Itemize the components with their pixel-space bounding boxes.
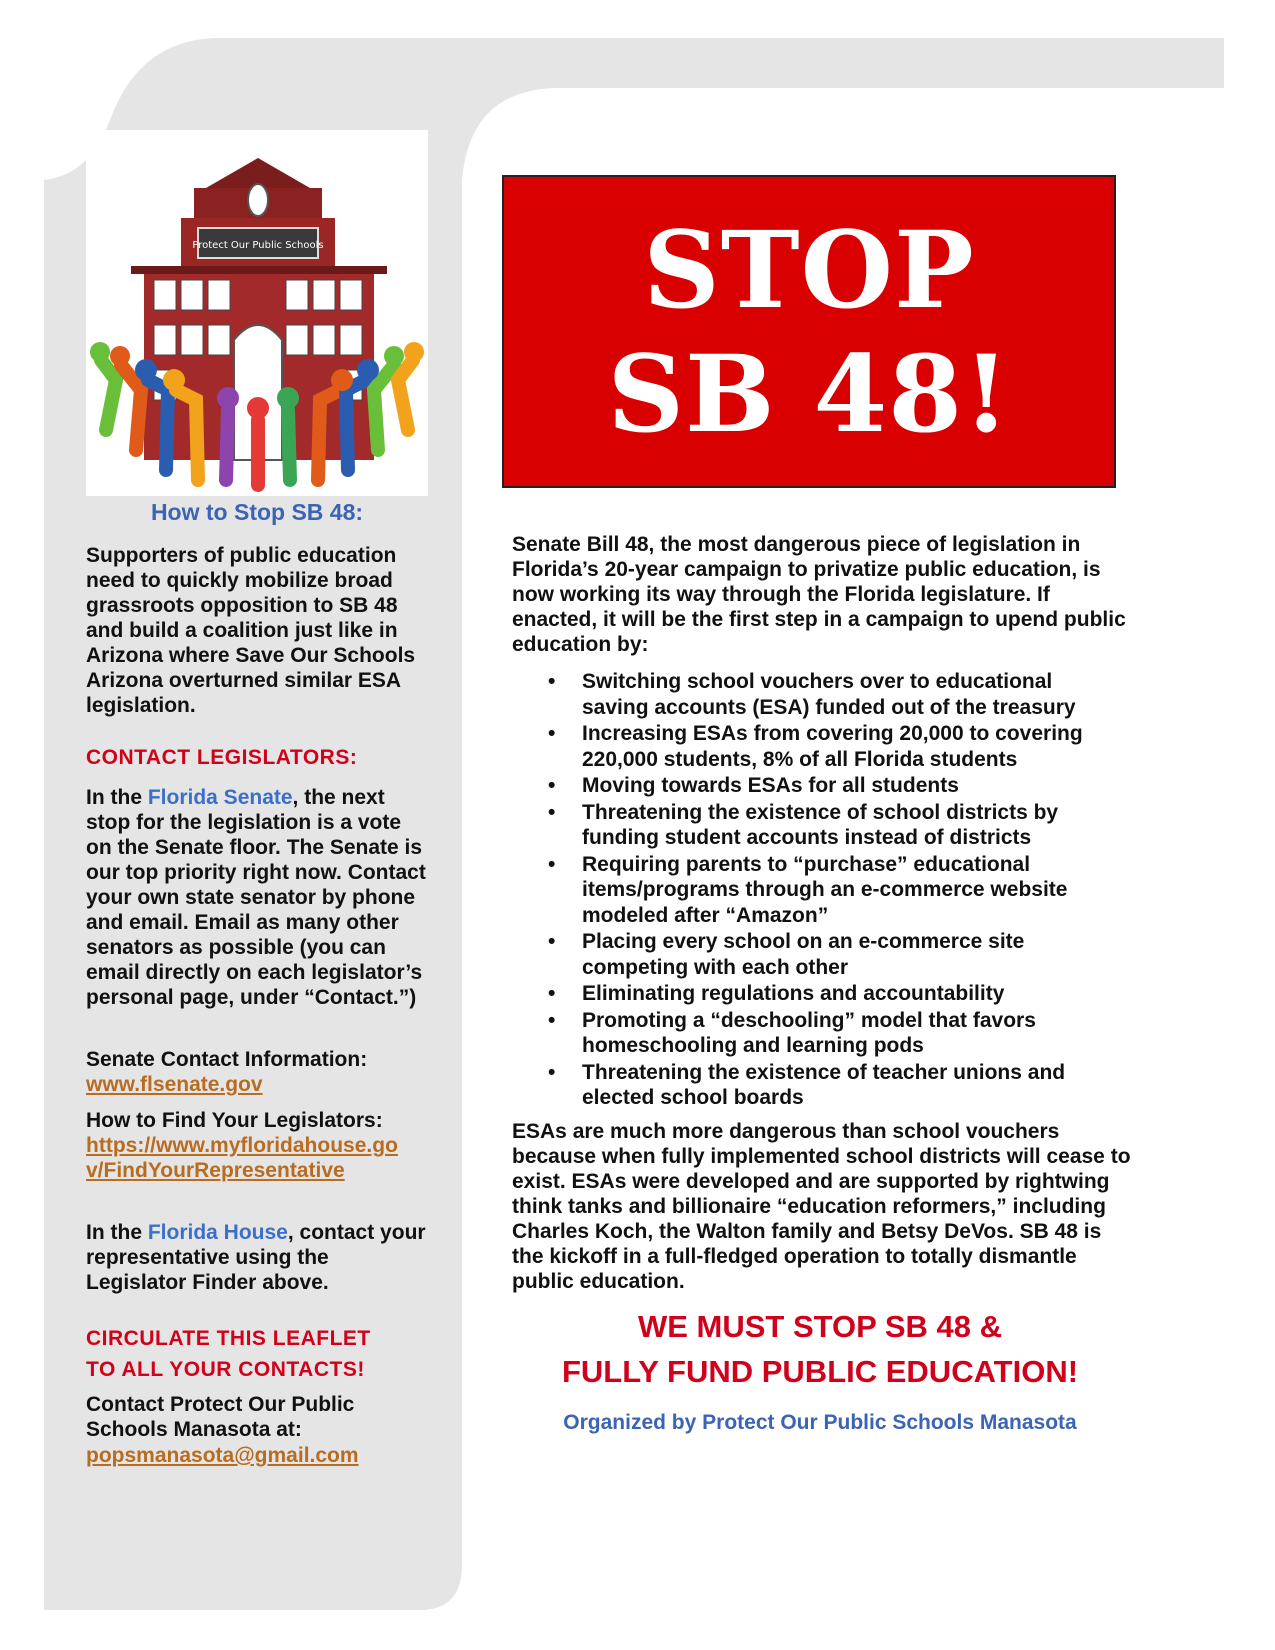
find-representative-link[interactable] (86, 1133, 431, 1183)
sidebar-intro: Supporters of public education need to quickly mobilize broad grassroots opposition to SB 48 and build a coalition just like in Arizona where Save Our Schools Arizona overturned similar ESA legislation. (86, 544, 416, 717)
bullet-dot-icon: • (548, 800, 556, 824)
bullet-item (542, 800, 1102, 851)
bullet-item (542, 721, 1102, 772)
circulate-line1: CIRCULATE THIS LEAFLET (86, 1327, 371, 1350)
cta-line1: WE MUST STOP SB 48 & (637, 1309, 1003, 1344)
bullet-item (542, 981, 1102, 1007)
senate-text: , the next stop for the legislation is a vote on the Senate floor. The Senate is our top priority right now. Contact your own state senator by phone and email. Email as many other senators as possible (you can email directly on each legislator’s personal page, under “Contact.”) (86, 786, 426, 1009)
circulate-line2: TO ALL YOUR CONTACTS! (86, 1358, 365, 1381)
house-text: , contact your representative using the Legislator Finder above. (86, 1221, 426, 1294)
sidebar-heading: How to Stop SB 48: (150, 499, 364, 525)
senate-prefix: In the (86, 786, 148, 809)
senate-website-link[interactable]: www.flsenate.gov (86, 1073, 263, 1096)
bullet-item (542, 669, 1102, 720)
bullet-dot-icon: • (548, 1060, 556, 1084)
bullet-text: Threatening the existence of teacher unions and elected school boards (582, 1060, 1066, 1109)
florida-senate-label: Florida Senate (147, 786, 293, 809)
organized-by-text: Organized by Protect Our Public Schools Manasota (563, 1411, 1077, 1434)
contact-pops-text: Contact Protect Our Public Schools Manasota at: (86, 1393, 355, 1441)
bullet-dot-icon: • (548, 722, 556, 745)
florida-house-label: Florida House (147, 1221, 288, 1244)
bullet-text: Increasing ESAs from covering 20,000 to covering 220,000 students, 8% of all Florida students (582, 722, 1083, 771)
senate-paragraph (86, 785, 431, 1010)
main-intro: Senate Bill 48, the most dangerous piece of legislation in Florida’s 20-year campaign to privatize public education, is now working its way through the Florida legislature. If enacted, it will be the first step in a campaign to upend public education by: (512, 533, 1126, 656)
bullet-text: Switching school vouchers over to educational saving accounts (ESA) funded out of the treasury (582, 670, 1076, 719)
bullet-list (542, 669, 1102, 1112)
house-paragraph (86, 1220, 431, 1295)
bullet-text: Requiring parents to “purchase” educational items/programs through an e-commerce website modeled after “Amazon” (582, 852, 1068, 927)
esa-paragraph: ESAs are much more dangerous than school vouchers because when fully implemented school districts will cease to exist. ESAs were developed and are supported by rightwing think tanks and billionaire “education reformers,” including Charles Koch, the Walton family and Betsy DeVos. SB 48 is the kickoff in a full-fledged operation to totally dismantle public education. (512, 1120, 1131, 1293)
bullet-item (542, 1008, 1102, 1059)
stop-sb48-banner (502, 175, 1116, 488)
school-logo-illustration (86, 130, 428, 496)
bullet-text: Moving towards ESAs for all students (582, 774, 959, 797)
bullet-item (542, 852, 1102, 929)
bullet-text: Placing every school on an e-commerce site competing with each other (582, 930, 1025, 979)
find-url-line2[interactable]: v/FindYourRepresentative (86, 1159, 345, 1182)
bullet-dot-icon: • (548, 1008, 556, 1032)
circulate-leaflet-heading (86, 1323, 431, 1385)
find-legislators-label: How to Find Your Legislators: (86, 1109, 383, 1132)
senate-contact-label: Senate Contact Information: (86, 1048, 368, 1071)
house-prefix: In the (86, 1221, 148, 1244)
bullet-item (542, 1060, 1102, 1111)
bullet-text: Eliminating regulations and accountability (582, 982, 1005, 1005)
bullet-item (542, 773, 1102, 799)
bullet-dot-icon: • (548, 852, 556, 876)
cta-line2: FULLY FUND PUBLIC EDUCATION! (561, 1354, 1079, 1389)
bullet-item (542, 929, 1102, 980)
banner-line1: STOP (643, 206, 975, 332)
bullet-dot-icon: • (548, 982, 556, 1005)
bullet-dot-icon: • (548, 774, 556, 797)
bullet-text: Promoting a “deschooling” model that favors homeschooling and learning pods (582, 1008, 1036, 1057)
find-url-line1[interactable]: https://www.myfloridahouse.go (86, 1134, 398, 1157)
school-sign-text: Protect Our Public Schools (192, 240, 324, 251)
bullet-text: Threatening the existence of school districts by funding student accounts instead of districts (582, 800, 1059, 849)
contact-legislators-heading: CONTACT LEGISLATORS: (86, 746, 358, 769)
banner-line2: SB 48! (607, 330, 1011, 456)
email-link[interactable]: popsmanasota@gmail.com (86, 1444, 359, 1467)
bullet-dot-icon: • (548, 930, 556, 953)
bullet-dot-icon: • (548, 670, 556, 693)
